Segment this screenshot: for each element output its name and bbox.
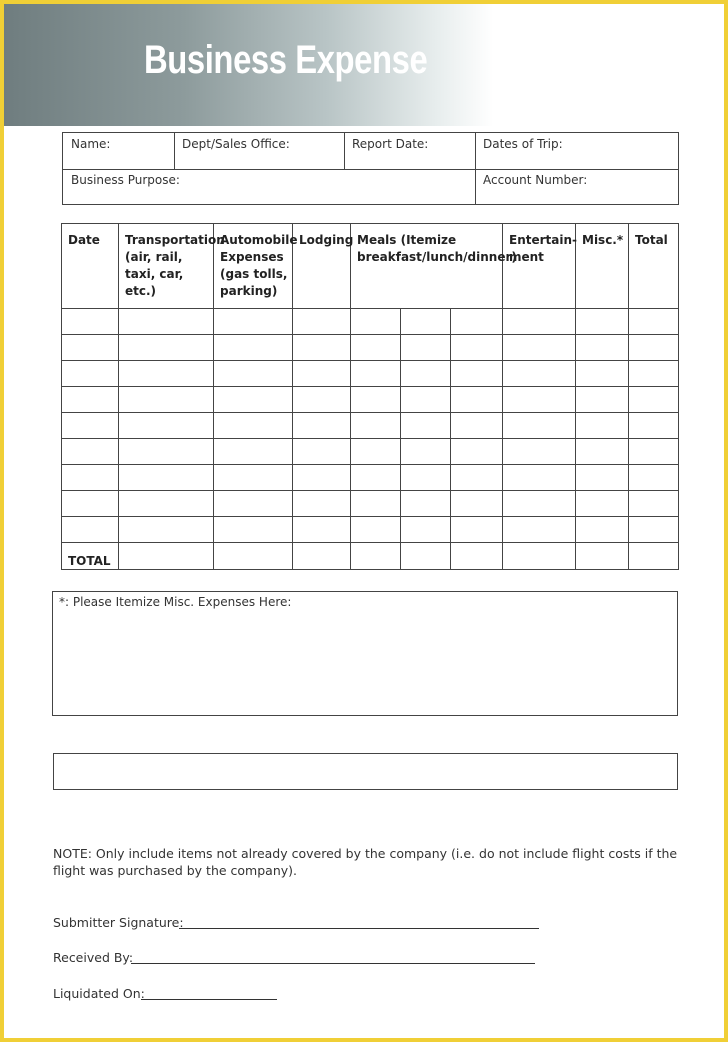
table-cell[interactable] [503, 465, 576, 491]
table-cell[interactable] [629, 413, 679, 439]
table-cell[interactable] [214, 413, 293, 439]
table-cell[interactable] [62, 361, 119, 387]
table-row [62, 413, 679, 439]
table-cell[interactable] [214, 361, 293, 387]
table-row [62, 309, 679, 335]
name-field[interactable]: Name: [71, 137, 111, 151]
submitter-signature-label: Submitter Signature: [53, 915, 184, 930]
table-cell[interactable] [576, 517, 629, 543]
table-row [62, 465, 679, 491]
table-cell[interactable] [351, 517, 401, 543]
table-cell[interactable] [119, 361, 214, 387]
table-cell[interactable] [293, 387, 351, 413]
table-cell[interactable] [451, 465, 503, 491]
note-text: NOTE: Only include items not already covered by the company (i.e. do not include flight costs if the flight was purchased by the company). [53, 846, 678, 878]
table-cell[interactable] [576, 465, 629, 491]
table-cell[interactable] [351, 413, 401, 439]
table-row [62, 361, 679, 387]
table-cell[interactable] [62, 335, 119, 361]
table-cell[interactable] [503, 387, 576, 413]
info-box [62, 132, 679, 205]
table-cell[interactable] [401, 439, 451, 465]
table-cell[interactable] [451, 387, 503, 413]
table-cell[interactable] [119, 309, 214, 335]
info-divider [174, 133, 175, 169]
table-cell[interactable] [629, 335, 679, 361]
total-label: TOTAL [62, 543, 119, 570]
table-cell[interactable] [62, 309, 119, 335]
liquidated-on-label: Liquidated On: [53, 986, 145, 1001]
table-cell[interactable] [62, 517, 119, 543]
table-cell[interactable] [451, 439, 503, 465]
submitter-signature-line[interactable] [179, 928, 539, 929]
col-automobile: Automobile Expenses (gas tolls, parking) [214, 224, 293, 309]
col-total: Total [629, 224, 679, 309]
trip-dates-field[interactable]: Dates of Trip: [483, 137, 563, 151]
table-cell[interactable] [293, 439, 351, 465]
total-cell[interactable] [503, 543, 576, 570]
table-cell[interactable] [119, 465, 214, 491]
table-cell[interactable] [576, 439, 629, 465]
table-row [62, 335, 679, 361]
table-cell[interactable] [401, 361, 451, 387]
total-row [62, 543, 679, 570]
table-cell[interactable] [451, 361, 503, 387]
form-title: Business Expense [144, 38, 428, 82]
report-date-field[interactable]: Report Date: [352, 137, 429, 151]
table-row [62, 439, 679, 465]
col-entertainment: Entertain-ment [503, 224, 576, 309]
business-purpose-field[interactable]: Business Purpose: [71, 173, 180, 187]
table-cell[interactable] [293, 413, 351, 439]
table-cell[interactable] [503, 517, 576, 543]
table-cell[interactable] [62, 491, 119, 517]
received-by-line[interactable] [131, 963, 535, 964]
table-cell[interactable] [629, 465, 679, 491]
table-cell[interactable] [503, 309, 576, 335]
table-cell[interactable] [629, 491, 679, 517]
table-cell[interactable] [62, 465, 119, 491]
table-row [62, 387, 679, 413]
table-cell[interactable] [503, 439, 576, 465]
col-date: Date [62, 224, 119, 309]
col-meals: Meals (Itemize breakfast/lunch/dinner) [351, 224, 503, 309]
table-cell[interactable] [503, 413, 576, 439]
table-cell[interactable] [351, 491, 401, 517]
total-cell[interactable] [629, 543, 679, 570]
table-cell[interactable] [576, 413, 629, 439]
table-cell[interactable] [293, 361, 351, 387]
dept-field[interactable]: Dept/Sales Office: [182, 137, 290, 151]
table-header-row [62, 224, 679, 309]
table-cell[interactable] [62, 413, 119, 439]
table-cell[interactable] [351, 361, 401, 387]
table-cell[interactable] [629, 309, 679, 335]
table-row [62, 491, 679, 517]
table-cell[interactable] [451, 413, 503, 439]
table-cell[interactable] [119, 491, 214, 517]
table-cell[interactable] [214, 465, 293, 491]
table-cell[interactable] [503, 491, 576, 517]
table-cell[interactable] [351, 335, 401, 361]
total-cell[interactable] [293, 543, 351, 570]
table-cell[interactable] [576, 309, 629, 335]
table-cell[interactable] [576, 387, 629, 413]
expense-table [61, 223, 679, 570]
info-divider [344, 133, 345, 169]
table-cell[interactable] [401, 413, 451, 439]
table-cell[interactable] [214, 439, 293, 465]
table-cell[interactable] [503, 335, 576, 361]
table-cell[interactable] [629, 439, 679, 465]
table-cell[interactable] [451, 517, 503, 543]
blank-entry-box[interactable] [53, 753, 678, 790]
total-cell[interactable] [214, 543, 293, 570]
table-cell[interactable] [119, 387, 214, 413]
table-cell[interactable] [119, 335, 214, 361]
table-cell[interactable] [62, 387, 119, 413]
col-transportation: Transportation (air, rail, taxi, car, etc.) [119, 224, 214, 309]
col-misc: Misc.* [576, 224, 629, 309]
total-cell[interactable] [401, 543, 451, 570]
table-cell[interactable] [119, 413, 214, 439]
total-cell[interactable] [119, 543, 214, 570]
total-cell[interactable] [451, 543, 503, 570]
table-cell[interactable] [576, 335, 629, 361]
table-cell[interactable] [293, 335, 351, 361]
table-cell[interactable] [351, 309, 401, 335]
total-cell[interactable] [576, 543, 629, 570]
table-cell[interactable] [293, 309, 351, 335]
table-cell[interactable] [451, 491, 503, 517]
received-by-label: Received By: [53, 950, 134, 965]
liquidated-on-line[interactable] [141, 999, 277, 1000]
table-cell[interactable] [351, 387, 401, 413]
table-cell[interactable] [401, 387, 451, 413]
table-cell[interactable] [576, 491, 629, 517]
misc-expenses-label: *: Please Itemize Misc. Expenses Here: [59, 595, 292, 609]
table-cell[interactable] [629, 361, 679, 387]
table-cell[interactable] [293, 491, 351, 517]
table-cell[interactable] [503, 361, 576, 387]
table-cell[interactable] [293, 517, 351, 543]
table-cell[interactable] [451, 309, 503, 335]
misc-expenses-box[interactable] [52, 591, 678, 716]
table-cell[interactable] [401, 335, 451, 361]
table-cell[interactable] [214, 309, 293, 335]
table-cell[interactable] [214, 387, 293, 413]
table-cell[interactable] [119, 517, 214, 543]
total-cell[interactable] [351, 543, 401, 570]
table-cell[interactable] [293, 465, 351, 491]
table-cell[interactable] [119, 439, 214, 465]
table-cell[interactable] [401, 465, 451, 491]
account-number-field[interactable]: Account Number: [483, 173, 588, 187]
table-cell[interactable] [401, 517, 451, 543]
table-cell[interactable] [401, 491, 451, 517]
table-row [62, 517, 679, 543]
col-lodging: Lodging [293, 224, 351, 309]
info-divider [63, 169, 678, 170]
table-cell[interactable] [451, 335, 503, 361]
table-cell[interactable] [351, 439, 401, 465]
header-banner [4, 4, 724, 126]
table-cell[interactable] [214, 491, 293, 517]
table-cell[interactable] [576, 361, 629, 387]
table-cell[interactable] [214, 335, 293, 361]
table-cell[interactable] [214, 517, 293, 543]
table-cell[interactable] [629, 387, 679, 413]
table-cell[interactable] [62, 439, 119, 465]
table-cell[interactable] [351, 465, 401, 491]
table-cell[interactable] [629, 517, 679, 543]
table-cell[interactable] [401, 309, 451, 335]
info-divider [475, 133, 476, 204]
